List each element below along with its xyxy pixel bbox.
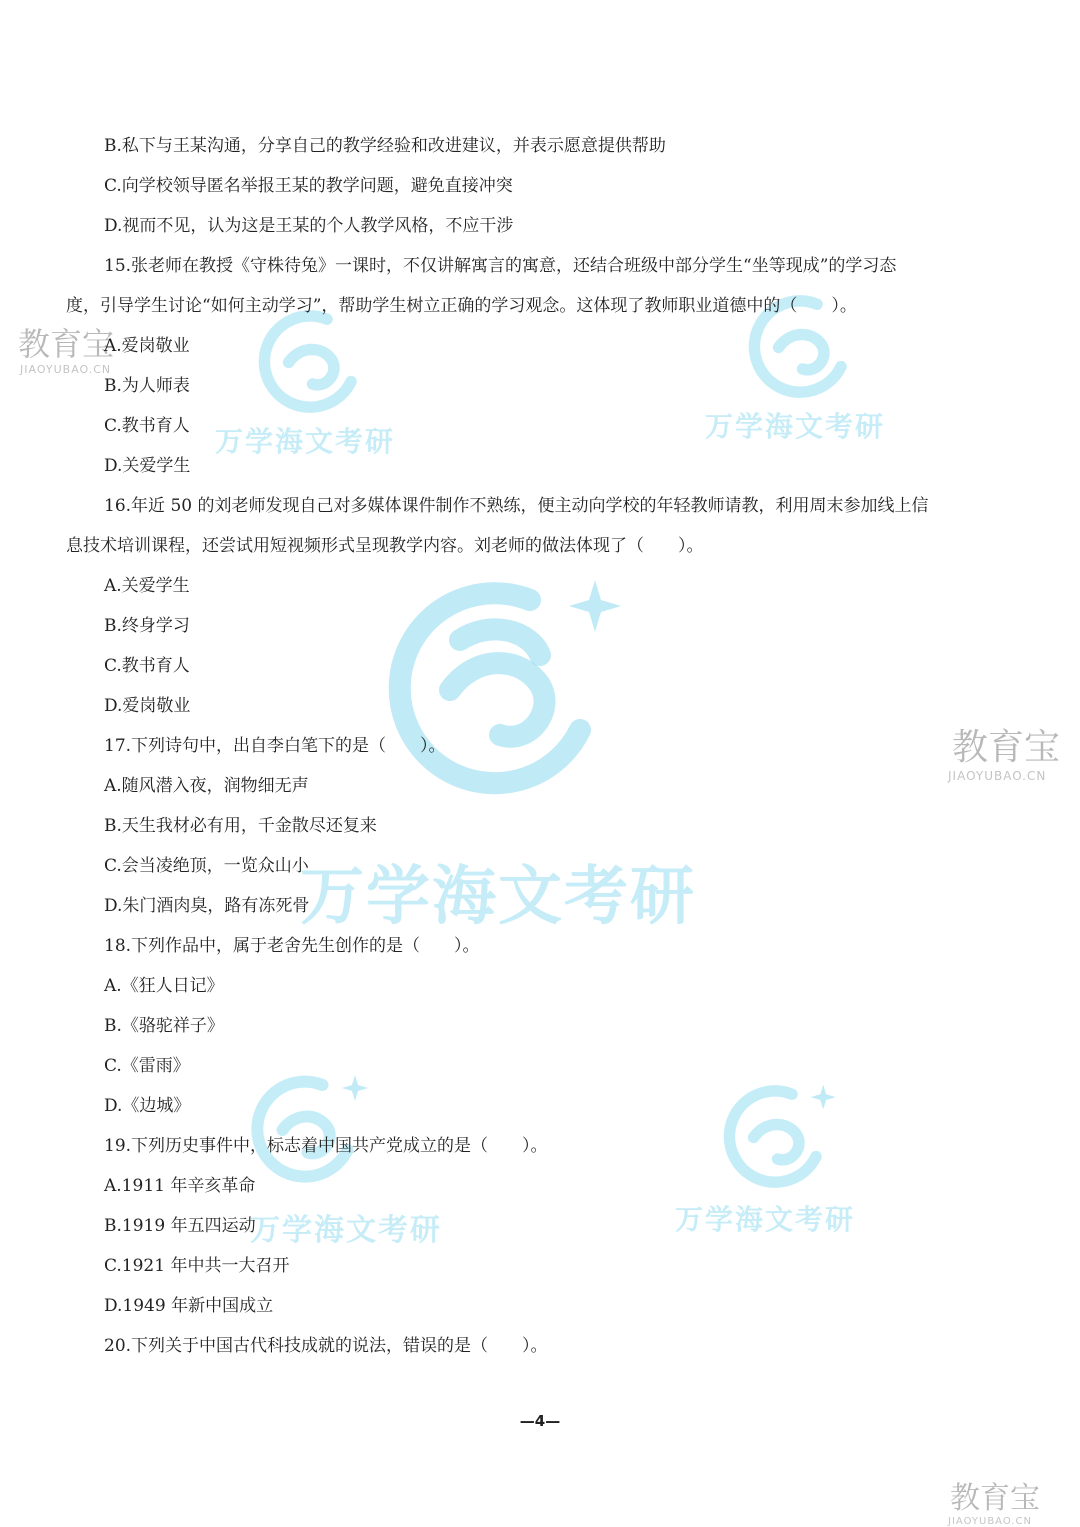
answer-option: D.爱岗敬业 (104, 696, 191, 716)
answer-option: B.1919 年五四运动 (104, 1216, 256, 1236)
site-watermark-url-bottom: JIAOYUBAO.CN (948, 1516, 1032, 1527)
answer-option: B.终身学习 (104, 616, 190, 636)
brand-watermark-text-lower-left: 万学海文考研 (250, 1213, 442, 1248)
brand-watermark-text-lower-right: 万学海文考研 (675, 1203, 856, 1236)
answer-option: C.会当凌绝顶，一览众山小 (104, 856, 309, 876)
site-watermark-name-left: 教育宝 (18, 325, 115, 363)
page-number: —4— (519, 1412, 561, 1430)
site-watermark-name-right: 教育宝 (952, 727, 1061, 768)
question-text-continued: 度，引导学生讨论“如何主动学习”，帮助学生树立正确的学习观念。这体现了教师职业道德中的（ ）。 (66, 296, 857, 316)
answer-option: B.为人师表 (104, 376, 190, 396)
answer-option: A.关爱学生 (104, 576, 190, 596)
answer-option: D.《边城》 (104, 1096, 191, 1116)
answer-option: D.朱门酒肉臭，路有冻死骨 (104, 896, 310, 916)
question-text-continued: 息技术培训课程，还尝试用短视频形式呈现教学内容。刘老师的做法体现了（ ）。 (66, 536, 704, 556)
answer-option: A.随风潜入夜，润物细无声 (104, 776, 309, 796)
answer-option: D.关爱学生 (104, 456, 191, 476)
site-watermark-url-right: JIAOYUBAO.CN (948, 769, 1047, 783)
answer-option: A.爱岗敬业 (104, 336, 190, 356)
question-text: 17.下列诗句中，出自李白笔下的是（ ）。 (104, 736, 446, 756)
brand-logo-watermark-lower-left (245, 1065, 375, 1190)
answer-option: C.教书育人 (104, 416, 190, 436)
brand-watermark-text-large: 万学海文考研 (300, 860, 696, 934)
question-text: 19.下列历史事件中，标志着中国共产党成立的是（ ）。 (104, 1136, 548, 1156)
brand-logo-watermark-large (380, 560, 630, 810)
answer-option: C.《雷雨》 (104, 1056, 190, 1076)
answer-option: D.1949 年新中国成立 (104, 1296, 274, 1316)
answer-option: D.视而不见，认为这是王某的个人教学风格，不应干涉 (104, 216, 514, 236)
brand-watermark-text-upper-left: 万学海文考研 (215, 425, 396, 458)
question-text: 16.年近 50 的刘老师发现自己对多媒体课件制作不熟练，便主动向学校的年轻教师请教，利用周末参加线上信 (104, 496, 929, 516)
question-text: 18.下列作品中，属于老舍先生创作的是（ ）。 (104, 936, 480, 956)
brand-logo-watermark-lower-right (715, 1075, 845, 1195)
answer-option: B.私下与王某沟通，分享自己的教学经验和改进建议，并表示愿意提供帮助 (104, 136, 666, 156)
answer-option: B.天生我材必有用，千金散尽还复来 (104, 816, 377, 836)
answer-option: A.《狂人日记》 (104, 976, 224, 996)
answer-option: A.1911 年辛亥革命 (104, 1176, 256, 1196)
answer-option: C.教书育人 (104, 656, 190, 676)
brand-logo-watermark-upper-left (250, 300, 380, 420)
question-text: 20.下列关于中国古代科技成就的说法，错误的是（ ）。 (104, 1336, 548, 1356)
site-watermark-url-left: JIAOYUBAO.CN (20, 363, 112, 376)
answer-option: B.《骆驼祥子》 (104, 1016, 224, 1036)
brand-watermark-text-upper-right: 万学海文考研 (705, 410, 886, 443)
question-text: 15.张老师在教授《守株待兔》一课时，不仅讲解寓言的寓意，还结合班级中部分学生“坐等现成”的学习态 (104, 256, 897, 276)
answer-option: C.向学校领导匿名举报王某的教学问题，避免直接冲突 (104, 176, 513, 196)
answer-option: C.1921 年中共一大召开 (104, 1256, 290, 1276)
site-watermark-name-bottom: 教育宝 (950, 1481, 1040, 1516)
